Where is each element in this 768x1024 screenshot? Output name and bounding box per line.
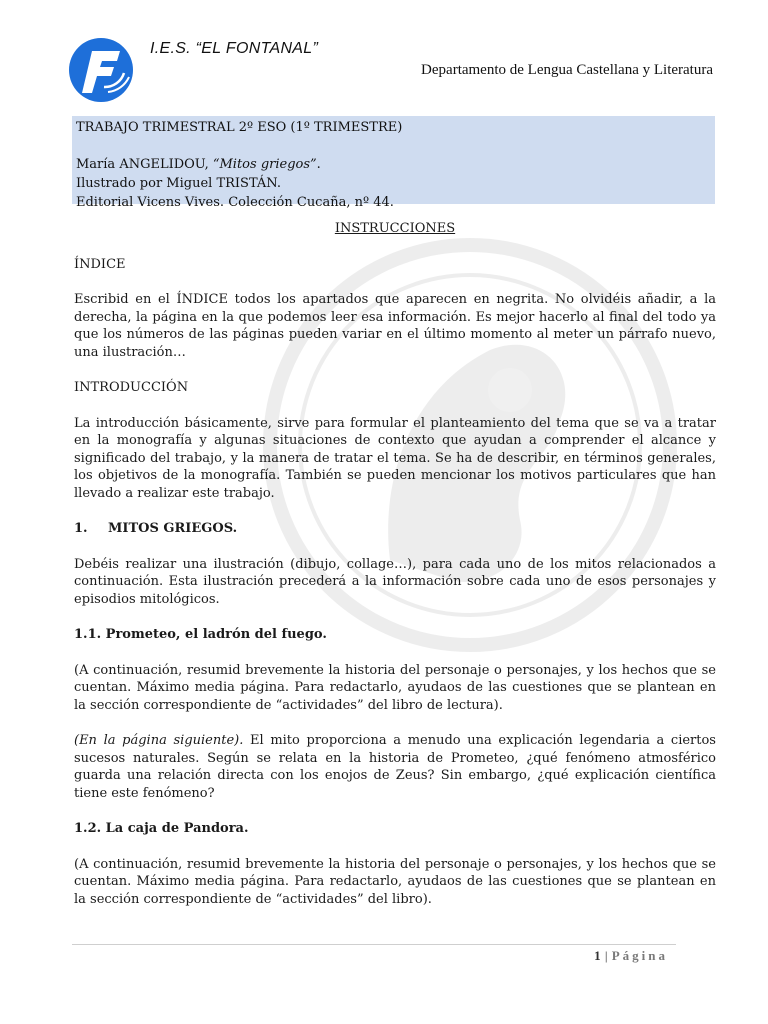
document-body <box>74 220 716 926</box>
section-1-2-paragraph: (A continuación, resumid brevemente la historia del personaje o personajes, y los hechos que se cuentan. Máximo media página. Para redactarlo, ayudaos de las cuestiones que se plantean en la sección correspondiente de “actividades” del libro). <box>74 856 716 907</box>
section-1-1-heading: 1.1. Prometeo, el ladrón del fuego. <box>74 627 327 642</box>
school-name: I.E.S. “EL FONTANAL” <box>150 40 319 57</box>
book-author-line <box>76 155 711 174</box>
assignment-info-box <box>72 116 715 210</box>
section-1-heading <box>74 520 716 538</box>
assignment-title: TRABAJO TRIMESTRAL 2º ESO (1º TRIMESTRE) <box>76 120 403 135</box>
book-author: María ANGELIDOU, <box>76 157 213 172</box>
intro-heading: INTRODUCCIÓN <box>74 380 189 395</box>
page-footer <box>594 948 668 964</box>
book-author-end: . <box>316 157 321 172</box>
book-title: “Mitos griegos” <box>212 157 317 172</box>
section-1-title: MITOS GRIEGOS. <box>108 521 238 536</box>
intro-paragraph: La introducción básicamente, sirve para formular el planteamiento del tema que se va a tratar en la monografía y algunas situaciones de contexto que ayudan a comprender el alcance y significado del trabajo, y la manera de tratar el tema. Se ha de describir, en términos generales, los objetivos de la monografía. También se pueden mencionar los motivos particulares que han llevado a realizar este trabajo. <box>74 415 716 501</box>
page-number: 1 <box>594 948 602 963</box>
section-1-2-heading: 1.2. La caja de Pandora. <box>74 821 249 836</box>
section-1-number: 1. <box>74 521 88 536</box>
section-1-1-question <box>74 732 716 802</box>
section-1-1-paragraph: (A continuación, resumid brevemente la historia del personaje o personajes, y los hechos que se cuentan. Máximo media página. Para redactarlo, ayudaos de las cuestiones que se plantean en la sección correspondiente de “actividades” del libro de lectura). <box>74 662 716 713</box>
page-separator: | <box>601 948 612 963</box>
section-1-1-question-text: El mito proporciona a menudo una explicación legendaria a ciertos sucesos naturales. Según se relata en la historia de Prometeo, ¿qué fenómeno atmosférico guarda una relación directa con los enojos de Zeus? Sin embargo, ¿qué explicación científica tiene este fenómeno? <box>74 733 716 801</box>
indice-paragraph: Escribid en el ÍNDICE todos los apartados que aparecen en negrita. No olvidéis añadir, a la derecha, la página en la que podemos leer esa información. Es mejor hacerlo al final del todo ya que los números de las páginas pueden variar en el último momento al meter un párrafo nuevo, una ilustración… <box>74 292 716 360</box>
publisher-line: Editorial Vicens Vives. Colección Cucaña, nº 44. <box>76 195 394 210</box>
indice-heading: ÍNDICE <box>74 256 126 272</box>
page-label: Página <box>611 948 668 963</box>
illustrator-line: Ilustrado por Miguel TRISTÁN. <box>76 176 281 191</box>
section-1-1-italic-note: (En la página siguiente). <box>74 733 244 748</box>
footer-divider <box>72 944 676 945</box>
instructions-title: INSTRUCCIONES <box>334 221 456 236</box>
school-logo <box>68 37 134 103</box>
department-name: Departamento de Lengua Castellana y Literatura <box>421 62 713 78</box>
section-1-paragraph: Debéis realizar una ilustración (dibujo, collage…), para cada uno de los mitos relacionados a continuación. Esta ilustración precederá a la información sobre cada uno de esos personajes y episodios mitológicos. <box>74 556 716 607</box>
